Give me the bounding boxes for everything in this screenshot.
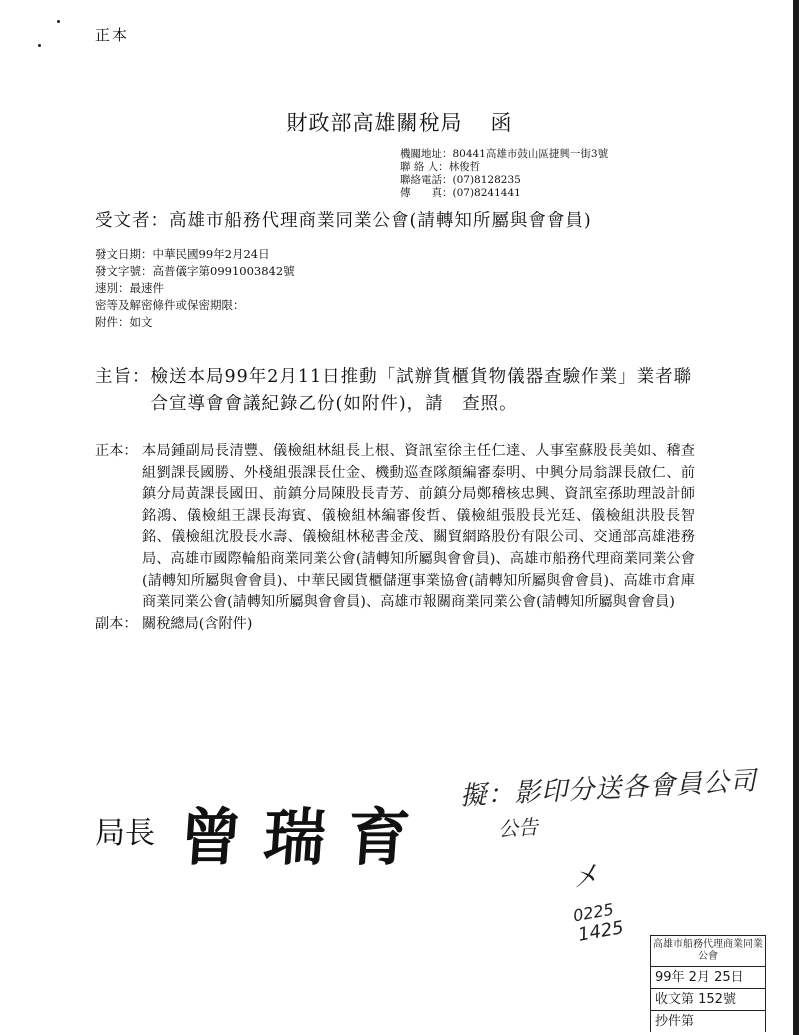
cc-label: 副本： (95, 615, 138, 632)
subject-label: 主旨： (95, 367, 151, 387)
receipt-stamp (650, 935, 766, 1035)
scan-edge (793, 0, 799, 1035)
copy-mark: 正本 (95, 26, 130, 44)
subject-section (95, 364, 705, 418)
contact-block (400, 148, 608, 200)
scan-speck (57, 20, 60, 23)
stamp-received-number: 收文第 152號 (650, 988, 766, 1010)
agency-name: 財政部高雄關稅局 (286, 111, 463, 135)
main-recipients-text: 本局鍾副局長清豐、儀檢組林組長上根、資訊室徐主任仁達、人事室蘇股長美如、稽查組劉課長國勝、外棧組張課長仕金、機動巡查隊顏編審泰明、中興分局翁課長啟仁、前鎮分局黃課長國田、前鎮分局陳股長青芳、前鎮分局鄭稽核忠興、資訊室孫助理設計師銘鴻、儀檢組王課長海賓、儀檢組林編審俊哲、儀檢組張股長光廷、儀檢組洪股長智銘、儀檢組沈股長水壽、儀檢組林秘書金茂、關貿網路股份有限公司、交通部高雄港務局、高雄市國際輪船商業同業公會(請轉知所屬與會會員)、高雄市船務代理商業同業公會(請轉知所屬與會會員)、中華民國貨櫃儲運事業協會(請轉知所屬與會會員)、高雄市倉庫商業同業公會(請轉知所屬與會會員)、高雄市報關商業同業公會(請轉知所屬與會會員) (142, 443, 695, 611)
handwritten-note: 公告 (497, 814, 539, 842)
stamp-date: 99年 2月 25日 (650, 966, 766, 988)
contact-fax: 傳 真：(07)8241441 (400, 187, 521, 199)
attachment-note: 附件：如文 (95, 315, 153, 329)
cc-text: 關稅總局(含附件) (142, 615, 253, 632)
signatory-title: 局長 (95, 816, 155, 851)
delivery-speed: 速別：最速件 (95, 281, 164, 295)
stamp-organization: 高雄市船務代理商業同業公會 (650, 935, 766, 966)
subject-text: 檢送本局99年2月11日推動「試辦貨櫃貨物儀器查驗作業」業者聯合宣導會會議紀錄乙份(如附件)，請 查照。 (150, 367, 693, 414)
issue-date: 發文日期：中華民國99年2月24日 (95, 247, 270, 261)
handwritten-time: 0225 (571, 899, 616, 926)
document-meta (95, 246, 295, 331)
handwritten-note: 擬：影印分送各會員公司 (459, 766, 758, 812)
letterhead (0, 107, 799, 137)
handwritten-initials: 㐅 (570, 861, 601, 895)
main-recipients-label: 正本： (95, 443, 138, 459)
scan-speck (38, 44, 41, 47)
distribution-section (95, 441, 695, 635)
handwritten-time: 1425 (576, 917, 626, 946)
document-type: 函 (490, 111, 513, 135)
stamp-copy-number: 抄件第 (650, 1010, 766, 1032)
contact-phone: 聯絡電話：(07)8128235 (400, 174, 521, 186)
contact-person: 聯 絡 人：林俊哲 (400, 161, 481, 173)
signatory-name: 曾瑞育 (177, 801, 435, 874)
document-number: 發文字號：高普儀字第0991003842號 (95, 264, 295, 278)
secrecy-level: 密等及解密條件或保密期限： (95, 298, 245, 312)
contact-address: 機關地址：80441高雄市鼓山區捷興一街3號 (400, 148, 609, 160)
recipient-line: 受文者：高雄市船務代理商業同業公會(請轉知所屬與會會員) (95, 211, 592, 231)
